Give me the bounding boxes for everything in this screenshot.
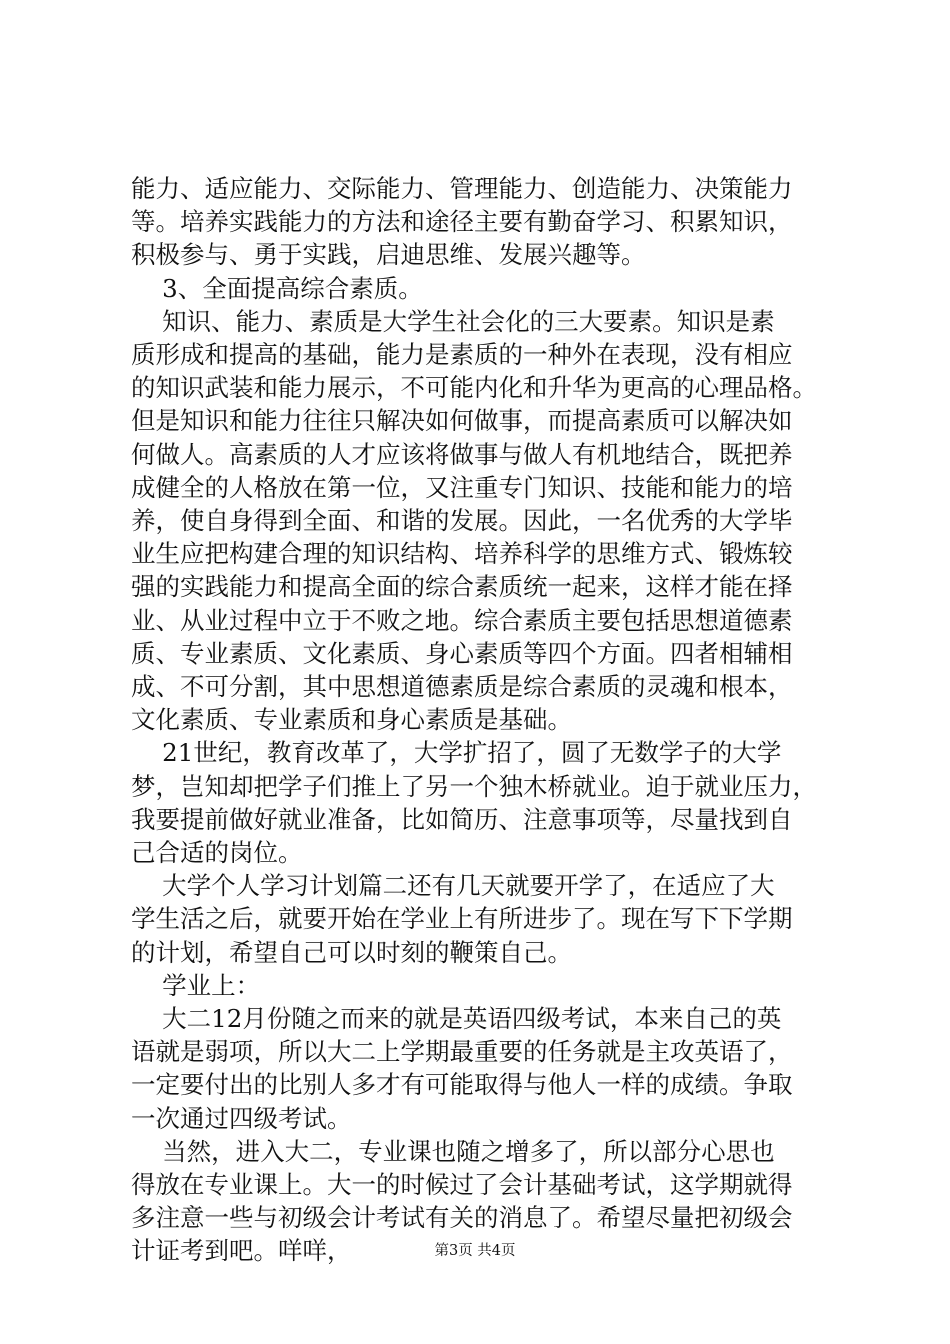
text-line: 的知识武装和能力展示，不可能内化和升华为更高的心理品格。 [131, 373, 817, 403]
text-line: 3、全面提高综合素质。 [131, 273, 423, 303]
text-line: 当然，进入大二，专业课也随之增多了，所以部分心思也 [131, 1136, 775, 1166]
text-line: 成、不可分割，其中思想道德素质是综合素质的灵魂和根本， [131, 672, 793, 701]
text-line: 知识、能力、素质是大学生社会化的三大要素。知识是素 [131, 306, 775, 336]
text-line: 文化素质、专业素质和身心素质是基础。 [131, 705, 572, 735]
text-line: 养，使自身得到全面、和谐的发展。因此，一名优秀的大学毕 [131, 506, 793, 535]
text-line: 的计划，希望自己可以时刻的鞭策自己。 [131, 937, 572, 967]
text-line: 质形成和提高的基础，能力是素质的一种外在表现，没有相应 [131, 340, 793, 369]
text-line: 我要提前做好就业准备，比如简历、注意事项等，尽量找到自 [131, 804, 793, 834]
text-line: 能力、适应能力、交际能力、管理能力、创造能力、决策能力 [131, 174, 793, 203]
text-line: 强的实践能力和提高全面的综合素质统一起来，这样才能在择 [131, 572, 793, 602]
text-line: 一定要付出的比别人多才有可能取得与他人一样的成绩。争取 [131, 1070, 793, 1100]
text-line: 学业上： [131, 970, 261, 1000]
text-line: 积极参与、勇于实践，启迪思维、发展兴趣等。 [131, 240, 646, 270]
text-line: 语就是弱项，所以大二上学期最重要的任务就是主攻英语了， [131, 1037, 793, 1067]
text-line: 大二12月份随之而来的就是英语四级考试，本来自己的英 [131, 1004, 782, 1033]
text-line: 成健全的人格放在第一位，又注重专门知识、技能和能力的培 [131, 472, 793, 502]
text-line: 多注意一些与初级会计考试有关的消息了。希望尽量把初级会 [131, 1203, 793, 1233]
text-line: 计证考到吧。咩咩， [131, 1236, 352, 1266]
text-line: 质、专业素质、文化素质、身心素质等四个方面。四者相辅相 [131, 638, 793, 668]
text-line: 业、从业过程中立于不败之地。综合素质主要包括思想道德素 [131, 605, 793, 635]
text-line: 21世纪，教育改革了，大学扩招了，圆了无数学子的大学 [131, 738, 782, 768]
text-line: 大学个人学习计划篇二还有几天就要开学了，在适应了大 [131, 871, 775, 901]
text-line: 得放在专业课上。大一的时候过了会计基础考试，这学期就得 [131, 1170, 793, 1199]
text-line: 但是知识和能力往往只解决如何做事，而提高素质可以解决如 [131, 406, 793, 436]
page-footer: 第3页 共4页 [434, 1243, 516, 1259]
text-line: 学生活之后，就要开始在学业上有所进步了。现在写下下学期 [131, 904, 793, 934]
text-line: 梦，岂知却把学子们推上了另一个独木桥就业。迫于就业压力， [131, 771, 817, 801]
text-line: 业生应把构建合理的知识结构、培养科学的思维方式、锻炼较 [131, 539, 793, 569]
text-line: 等。培养实践能力的方法和途径主要有勤奋学习、积累知识， [131, 207, 793, 237]
text-line: 何做人。高素质的人才应该将做事与做人有机地结合，既把养 [131, 439, 793, 469]
text-line: 己合适的岗位。 [131, 838, 303, 867]
text-line: 一次通过四级考试。 [131, 1103, 352, 1133]
